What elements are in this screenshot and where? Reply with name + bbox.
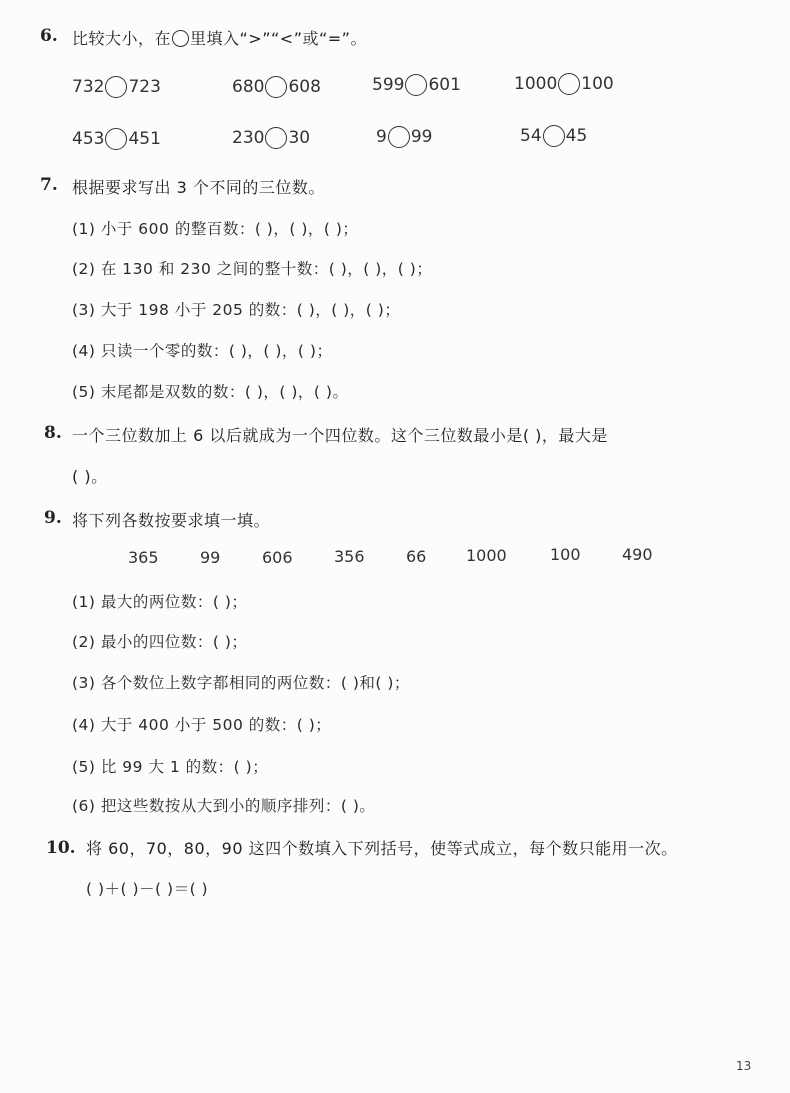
blank-circle-icon <box>172 30 189 47</box>
compare-right: 608 <box>288 77 321 97</box>
number-option: 356 <box>334 547 365 566</box>
answer-circle[interactable] <box>405 74 427 96</box>
answer-circle[interactable] <box>543 125 565 147</box>
q7-instruction: 根据要求写出 3 个不同的三位数。 <box>72 178 325 197</box>
compare-pair <box>372 74 461 96</box>
compare-pair <box>72 128 161 150</box>
q9-instruction: 将下列各数按要求填一填。 <box>72 511 271 530</box>
q9-item-3[interactable]: (3) 各个数位上数字都相同的两位数：( )和( )； <box>72 674 410 692</box>
compare-right: 99 <box>410 127 433 147</box>
q8-line-2[interactable]: ( )。 <box>72 467 108 486</box>
q9-number: 9. <box>44 508 62 528</box>
compare-pair <box>520 125 587 147</box>
number-option: 1000 <box>466 546 507 565</box>
number-option: 606 <box>262 548 293 567</box>
compare-pair <box>72 76 161 98</box>
compare-left: 1000 <box>514 74 558 94</box>
answer-circle[interactable] <box>265 76 287 98</box>
q6-text-a: 比较大小，在 <box>72 29 172 48</box>
compare-left: 680 <box>232 77 265 97</box>
compare-right: 601 <box>428 75 461 95</box>
q7-item-1[interactable]: (1) 小于 600 的整百数：( )，( )，( )； <box>72 220 359 238</box>
q6-number: 6. <box>40 26 58 46</box>
compare-left: 599 <box>372 75 405 95</box>
q8-number: 8. <box>44 423 62 443</box>
q6-instruction <box>72 26 367 49</box>
number-option: 365 <box>128 548 159 567</box>
q7-item-3[interactable]: (3) 大于 198 小于 205 的数：( )，( )，( )； <box>72 301 401 319</box>
q10-number: 10. <box>46 838 76 858</box>
compare-right: 30 <box>288 128 311 148</box>
compare-pair <box>514 73 614 95</box>
q8-line-1[interactable]: 一个三位数加上 6 以后就成为一个四位数。这个三位数最小是( )，最大是 <box>72 426 608 445</box>
compare-right: 451 <box>128 129 161 149</box>
answer-circle[interactable] <box>558 73 580 95</box>
compare-pair <box>232 127 310 149</box>
q9-item-6[interactable]: (6) 把这些数按从大到小的顺序排列：( )。 <box>72 797 376 815</box>
number-option: 100 <box>550 545 581 564</box>
q10-instruction: 将 60，70，80，90 这四个数填入下列括号，使等式成立，每个数只能用一次。 <box>86 839 678 858</box>
compare-pair <box>376 126 432 148</box>
q7-item-2[interactable]: (2) 在 130 和 230 之间的整十数：( )，( )，( )； <box>72 260 433 278</box>
compare-left: 453 <box>72 129 105 149</box>
compare-right: 100 <box>581 74 614 94</box>
compare-left: 230 <box>232 128 265 148</box>
compare-right: 723 <box>128 77 161 97</box>
number-option: 490 <box>622 545 653 564</box>
compare-pair <box>232 76 321 98</box>
compare-right: 45 <box>565 126 588 146</box>
answer-circle[interactable] <box>388 126 410 148</box>
page-number: 13 <box>736 1059 752 1073</box>
answer-circle[interactable] <box>265 127 287 149</box>
compare-left: 54 <box>520 126 542 146</box>
q9-item-4[interactable]: (4) 大于 400 小于 500 的数：( )； <box>72 716 332 734</box>
q7-item-4[interactable]: (4) 只读一个零的数：( )，( )，( )； <box>72 342 333 360</box>
answer-circle[interactable] <box>105 128 127 150</box>
q9-item-2[interactable]: (2) 最小的四位数：( )； <box>72 633 248 651</box>
compare-left: 9 <box>376 127 387 147</box>
q7-number: 7. <box>40 175 58 195</box>
number-option: 66 <box>406 547 427 566</box>
answer-circle[interactable] <box>105 76 127 98</box>
number-option: 99 <box>200 548 221 567</box>
q10-equation[interactable]: ( )＋( )－( )＝( ) <box>86 880 209 898</box>
q9-item-1[interactable]: (1) 最大的两位数：( )； <box>72 593 248 611</box>
q9-item-5[interactable]: (5) 比 99 大 1 的数：( )； <box>72 758 269 776</box>
q6-text-b: 里填入“>”“<”或“=”。 <box>190 29 367 48</box>
compare-left: 732 <box>72 77 105 97</box>
q7-item-5[interactable]: (5) 末尾都是双数的数：( )，( )，( )。 <box>72 383 349 401</box>
